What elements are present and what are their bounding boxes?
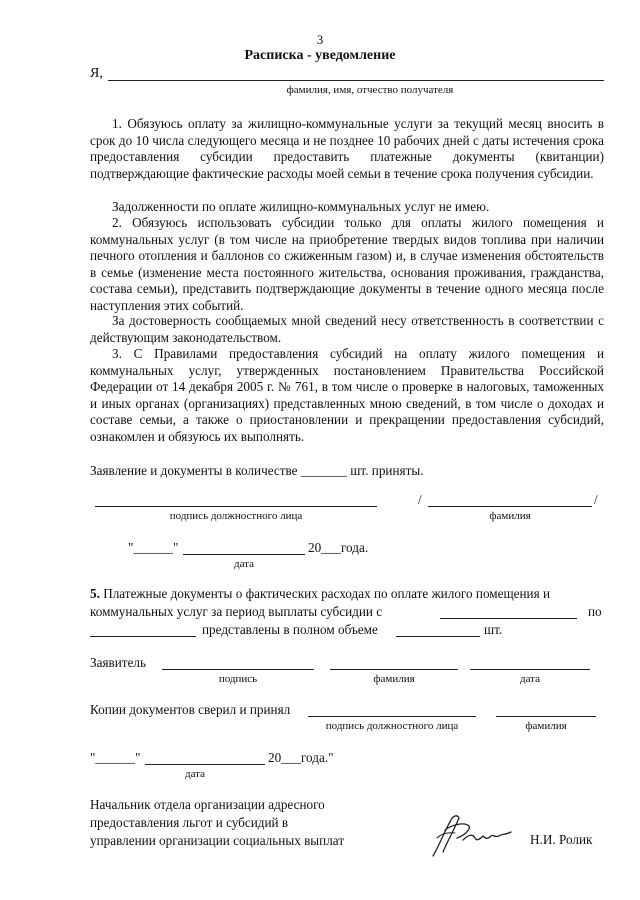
recipient-caption: фамилия, имя, отчество получателя [286,84,454,96]
acceptance-date-day: "______" [128,540,179,555]
document-title: Расписка - уведомление [244,48,396,63]
copies-date-month-line [145,764,265,765]
copies-surname-line [496,716,596,717]
copies-date-caption: дата [184,768,206,780]
applicant-signature-line [162,669,314,670]
applicant-date-caption: дата [519,673,541,685]
signatory-position-line2: предоставления льгот и субсидий в [90,815,289,830]
acceptance-date-caption: дата [233,558,255,570]
paragraph-3: 3. С Правилами предоставления субсидий на оплату жилого помещения и коммунальных услуг, утвержденных постановлением Правительства Российской Федерации от 14 декабря 2005 г. № 761, в том числе о проверке в налоговых, таможенных и иных органах (организациях) представленных мною сведений, в том числе о доходах и составе семьи, а также о приостановлении и прекращении предоставления субсидий, ознакомлен и обязуюсь их выполнять. [90,346,604,444]
acceptance-count-blank: _______ [300,463,347,478]
surname-slash-left: / [418,492,422,507]
acceptance-date-month-line [183,554,305,555]
copies-official-caption: подпись должностного лица [325,720,459,732]
acceptance-text-before: Заявление и документы в количестве [90,463,298,478]
surname-slash-right: / [594,492,598,507]
applicant-date-line [470,669,590,670]
applicant-signature-caption: подпись [218,673,258,685]
section5-line1 [90,586,550,602]
paragraph-debt: Задолженности по оплате жилищно-коммунальных услуг не имею. [112,199,490,214]
recipient-prefix: Я, [90,66,103,81]
paragraph-2: 2. Обязуюсь использовать субсидии только для оплаты жилого помещения и коммунальных услуг (в том числе на приобретение твердых видов топлива при наличии печного отопления и баллонов со сжиженным газом) и, в случае изменения обстоятельств в семье (изменение места постоянного жительства, основания проживания, гражданства, состава семьи), представить подтверждающие документы в течение одного месяца после наступления этих событий. [90,215,604,313]
signatory-position-line1: Начальник отдела организации адресного [90,797,325,812]
applicant-surname-caption: фамилия [373,673,415,685]
acceptance-date-year: 20___года. [308,540,369,555]
page-number: 3 [316,32,324,47]
applicant-surname-line [330,669,458,670]
period-to-line [90,636,196,637]
acceptance-text-after: шт. приняты. [350,463,424,478]
surname-caption: фамилия [489,510,531,522]
official-signature-line [95,506,377,507]
acceptance-text [90,463,424,479]
signatory-name: Н.И. Ролик [530,832,593,847]
applicant-label: Заявитель [90,655,147,670]
period-from-line [440,618,577,619]
documents-count-line [396,636,480,637]
section5-line2-b: по [588,604,602,619]
copies-date-day: "______" [90,750,141,765]
signatory-position-line3: управлении организации социальных выплат [90,833,345,848]
section5-line3-a: представлены в полном объеме [202,622,378,637]
section5-text-line1: Платежные документы о фактических расходах по оплате жилого помещения и [103,586,551,601]
copies-date-year: 20___года." [268,750,334,765]
section5-line2-a: коммунальных услуг за период выплаты субсидии с [90,604,383,619]
copies-official-signature-line [308,716,476,717]
section5-number: 5. [90,586,100,601]
paragraph-responsibility: За достоверность сообщаемых мной сведений несу ответственность в соответствии с действующим законодательством. [90,313,604,345]
surname-line [428,506,592,507]
signatory-position [90,796,344,850]
section5-line3-b: шт. [484,622,503,637]
paragraph-1: 1. Обязуюсь оплату за жилищно-коммунальные услуги за текущий месяц вносить в срок до 10 числа следующего месяца и не позднее 10 рабочих дней с даты истечения срока предоставления субсидии предоставить платежные документы (квитанции) подтверждающие фактические расходы моей семьи в течение срока получения субсидии. [90,116,604,181]
copies-label: Копии документов сверил и принял [90,702,291,717]
recipient-name-line [108,80,604,81]
copies-surname-caption: фамилия [525,720,567,732]
official-signature-caption: подпись должностного лица [169,510,303,522]
handwritten-signature [425,808,515,864]
